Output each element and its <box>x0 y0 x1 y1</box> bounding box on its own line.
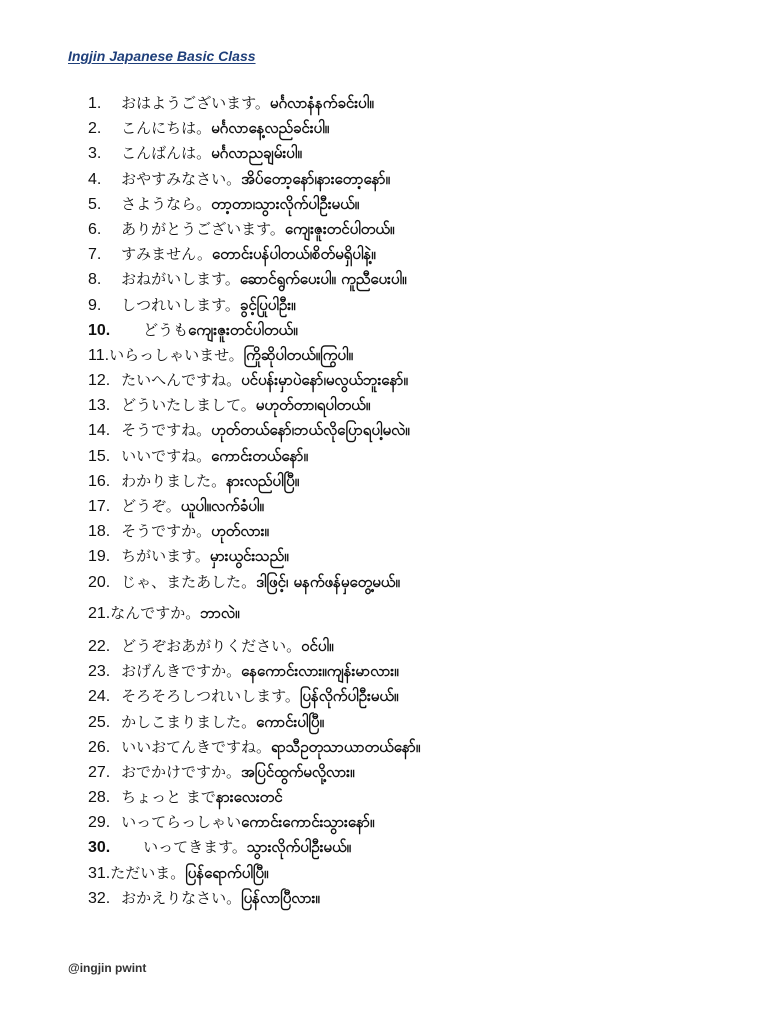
burmese-translation: ဒါဖြင့်၊ မနက်ဖန်မှတွေ့မယ်။ <box>256 572 400 591</box>
burmese-translation: မင်္ဂလာညချမ်းပါ။ <box>211 144 302 163</box>
phrase-item <box>88 809 748 834</box>
phrase-item <box>88 709 748 734</box>
phrase-number: 29. <box>88 814 111 832</box>
burmese-translation: တောင်းပန်ပါတယ်၊စိတ်မရှိပါနဲ့။ <box>212 245 376 264</box>
japanese-phrase: こんにちは。 <box>121 119 212 138</box>
burmese-translation: ကောင်းပါပြီ။ <box>256 712 324 731</box>
burmese-translation: ကောင်းကောင်းသွားနော်။ <box>241 813 375 832</box>
burmese-translation: မင်္ဂလာနေ့လည်ခင်းပါ။ <box>211 119 330 138</box>
phrase-item <box>88 734 748 759</box>
burmese-translation: သွားလိုက်ပါဦးမယ်။ <box>246 838 352 857</box>
phrase-number: 17. <box>88 498 111 515</box>
burmese-translation: အပြင်ထွက်မလို့လား။ <box>240 762 355 781</box>
japanese-phrase: わかりました。 <box>121 471 227 490</box>
japanese-phrase: たいへんですね。 <box>121 371 242 390</box>
phrase-item <box>88 834 748 859</box>
phrase-number: 12. <box>88 372 111 390</box>
phrase-number: 7. <box>88 246 102 264</box>
phrase-item <box>88 569 748 594</box>
author-footer: @ingjin pwint <box>68 961 147 975</box>
burmese-translation: ပြန်လိုက်ပါဦးမယ်။ <box>299 687 399 706</box>
japanese-phrase: おねがいします。 <box>121 270 240 289</box>
japanese-phrase: おかえりなさい。 <box>121 888 242 907</box>
phrase-number: 23. <box>88 663 111 681</box>
japanese-phrase: ちょっと まで <box>121 788 216 807</box>
japanese-phrase: しつれいします。 <box>121 295 240 314</box>
phrase-item <box>88 191 748 216</box>
phrase-item <box>88 90 748 115</box>
burmese-translation: နေကောင်းလား။ကျန်းမာလား။ <box>241 662 399 681</box>
phrase-item <box>88 342 748 367</box>
phrase-number: 19. <box>88 548 111 566</box>
phrase-number: 9. <box>88 296 102 314</box>
burmese-translation: ကြိုဆိုပါတယ်။ကြွပါ။ <box>243 345 354 364</box>
phrase-list <box>88 90 748 910</box>
phrase-item <box>88 443 748 468</box>
phrase-item <box>88 683 748 708</box>
phrase-number: 26. <box>88 738 111 756</box>
phrase-number: 22. <box>88 637 111 655</box>
japanese-phrase: ありがとうございます。 <box>121 219 285 238</box>
phrase-number: 31. <box>88 864 111 882</box>
burmese-translation: ကျေးဇူးတင်ပါတယ်။ <box>284 219 395 238</box>
phrase-item <box>88 658 748 683</box>
japanese-phrase: おやすみなさい。 <box>121 169 242 188</box>
phrase-item <box>88 417 748 442</box>
japanese-phrase: いいおてんきですね。 <box>121 737 271 756</box>
burmese-translation: အိပ်တော့နော်၊နားတော့နော်။ <box>241 169 391 188</box>
phrase-number: 25. <box>88 713 111 731</box>
burmese-translation: ပြန်ရောက်ပါပြီ။ <box>185 863 269 882</box>
japanese-phrase: ただいま。 <box>110 863 186 882</box>
burmese-translation: ရာသီဥတုသာယာတယ်နော်။ <box>270 737 421 756</box>
japanese-phrase: いいですね。 <box>121 446 212 465</box>
phrase-item <box>88 140 748 165</box>
phrase-item <box>88 468 748 493</box>
japanese-phrase: おはようございます。 <box>121 94 270 112</box>
japanese-phrase: どうも <box>143 320 189 339</box>
phrase-item <box>88 367 748 392</box>
phrase-number: 11. <box>88 346 110 364</box>
phrase-item <box>88 885 748 910</box>
phrase-item <box>88 493 748 518</box>
phrase-number: 28. <box>88 789 111 807</box>
burmese-translation: မင်္ဂလာနံနက်ခင်းပါ။ <box>269 94 374 112</box>
phrase-number: 14. <box>88 422 111 440</box>
phrase-number: 30. <box>88 839 111 857</box>
japanese-phrase: どうぞ。 <box>121 497 181 515</box>
burmese-translation: ဟုတ်တယ်နော်၊ဘယ်လိုပြောရပါ့မလဲ။ <box>211 421 410 440</box>
phrase-item <box>88 292 748 317</box>
burmese-translation: နားလေးတင် <box>215 788 283 807</box>
japanese-phrase: じゃ、またあした。 <box>121 572 257 591</box>
phrase-number: 32. <box>88 889 111 907</box>
japanese-phrase: おげんきですか。 <box>121 662 242 681</box>
phrase-number: 3. <box>88 145 102 163</box>
phrase-number: 20. <box>88 573 111 591</box>
burmese-translation: ဘာလဲ။ <box>200 603 240 622</box>
japanese-phrase: そうですか。 <box>121 522 212 541</box>
phrase-number: 10. <box>88 321 111 339</box>
phrase-number: 6. <box>88 220 102 238</box>
phrase-item <box>88 600 748 625</box>
burmese-translation: ကောင်းတယ်နော်။ <box>211 446 309 465</box>
phrase-number: 21. <box>88 604 111 622</box>
phrase-number: 16. <box>88 472 111 490</box>
japanese-phrase: こんばんは。 <box>121 144 212 163</box>
phrase-item <box>88 543 748 568</box>
burmese-translation: ခွင့်ပြုပါဦး။ <box>239 295 296 314</box>
burmese-translation: ကျေးဇူးတင်ပါတယ်။ <box>188 320 298 339</box>
japanese-phrase: いってきます。 <box>143 838 247 857</box>
burmese-translation: ဝင်ပါ။ <box>301 636 334 655</box>
japanese-phrase: すみません。 <box>121 245 212 264</box>
phrase-item <box>88 392 748 417</box>
burmese-translation: ပြန်လာပြီလား။ <box>241 888 320 907</box>
phrase-number: 1. <box>88 95 102 112</box>
japanese-phrase: なんですか。 <box>110 603 201 622</box>
burmese-translation: မှားယွင်းသည်။ <box>209 547 289 566</box>
phrase-number: 18. <box>88 523 111 541</box>
phrase-item <box>88 317 748 342</box>
phrase-item <box>88 518 748 543</box>
phrase-number: 13. <box>88 397 111 415</box>
burmese-translation: နားလည်ပါပြီ။ <box>226 471 300 490</box>
japanese-phrase: いらっしゃいませ。 <box>109 345 244 364</box>
phrase-number: 2. <box>88 120 102 138</box>
phrase-item <box>88 759 748 784</box>
phrase-number: 5. <box>88 195 102 213</box>
document-title: Ingjin Japanese Basic Class <box>68 48 256 64</box>
japanese-phrase: おでかけですか。 <box>121 762 241 781</box>
phrase-number: 27. <box>88 763 111 781</box>
phrase-item <box>88 166 748 191</box>
phrase-item <box>88 784 748 809</box>
japanese-phrase: どうぞおあがりください。 <box>121 636 302 655</box>
phrase-item <box>88 216 748 241</box>
japanese-phrase: そうですね。 <box>121 421 212 440</box>
phrase-number: 15. <box>88 447 111 465</box>
burmese-translation: တာ့တာ၊သွားလိုက်ပါဦးမယ်။ <box>211 194 360 213</box>
phrase-item <box>88 860 748 885</box>
japanese-phrase: さようなら。 <box>121 194 212 213</box>
burmese-translation: ပင်ပန်းမှာပဲနော်၊မလွယ်ဘူးနော်။ <box>241 371 408 390</box>
phrase-number: 8. <box>88 271 102 289</box>
japanese-phrase: いってらっしゃい <box>121 813 242 832</box>
japanese-phrase: そろそろしつれいします。 <box>121 687 300 706</box>
phrase-item <box>88 241 748 266</box>
burmese-translation: ဆောင်ရွက်ပေးပါ။ ကူညီပေးပါ။ <box>239 270 407 289</box>
phrase-item <box>88 633 748 658</box>
japanese-phrase: ちがいます。 <box>121 547 210 566</box>
burmese-translation: ယူပါ။လက်ခံပါ။ <box>180 497 264 515</box>
phrase-item <box>88 266 748 291</box>
burmese-translation: မဟုတ်တာ၊ရပါတယ်။ <box>255 396 371 415</box>
japanese-phrase: どういたしまして。 <box>121 396 256 415</box>
phrase-number: 24. <box>88 688 111 706</box>
japanese-phrase: かしこまりました。 <box>121 712 257 731</box>
phrase-number: 4. <box>88 170 102 188</box>
phrase-item <box>88 115 748 140</box>
burmese-translation: ဟုတ်လား။ <box>211 522 269 541</box>
